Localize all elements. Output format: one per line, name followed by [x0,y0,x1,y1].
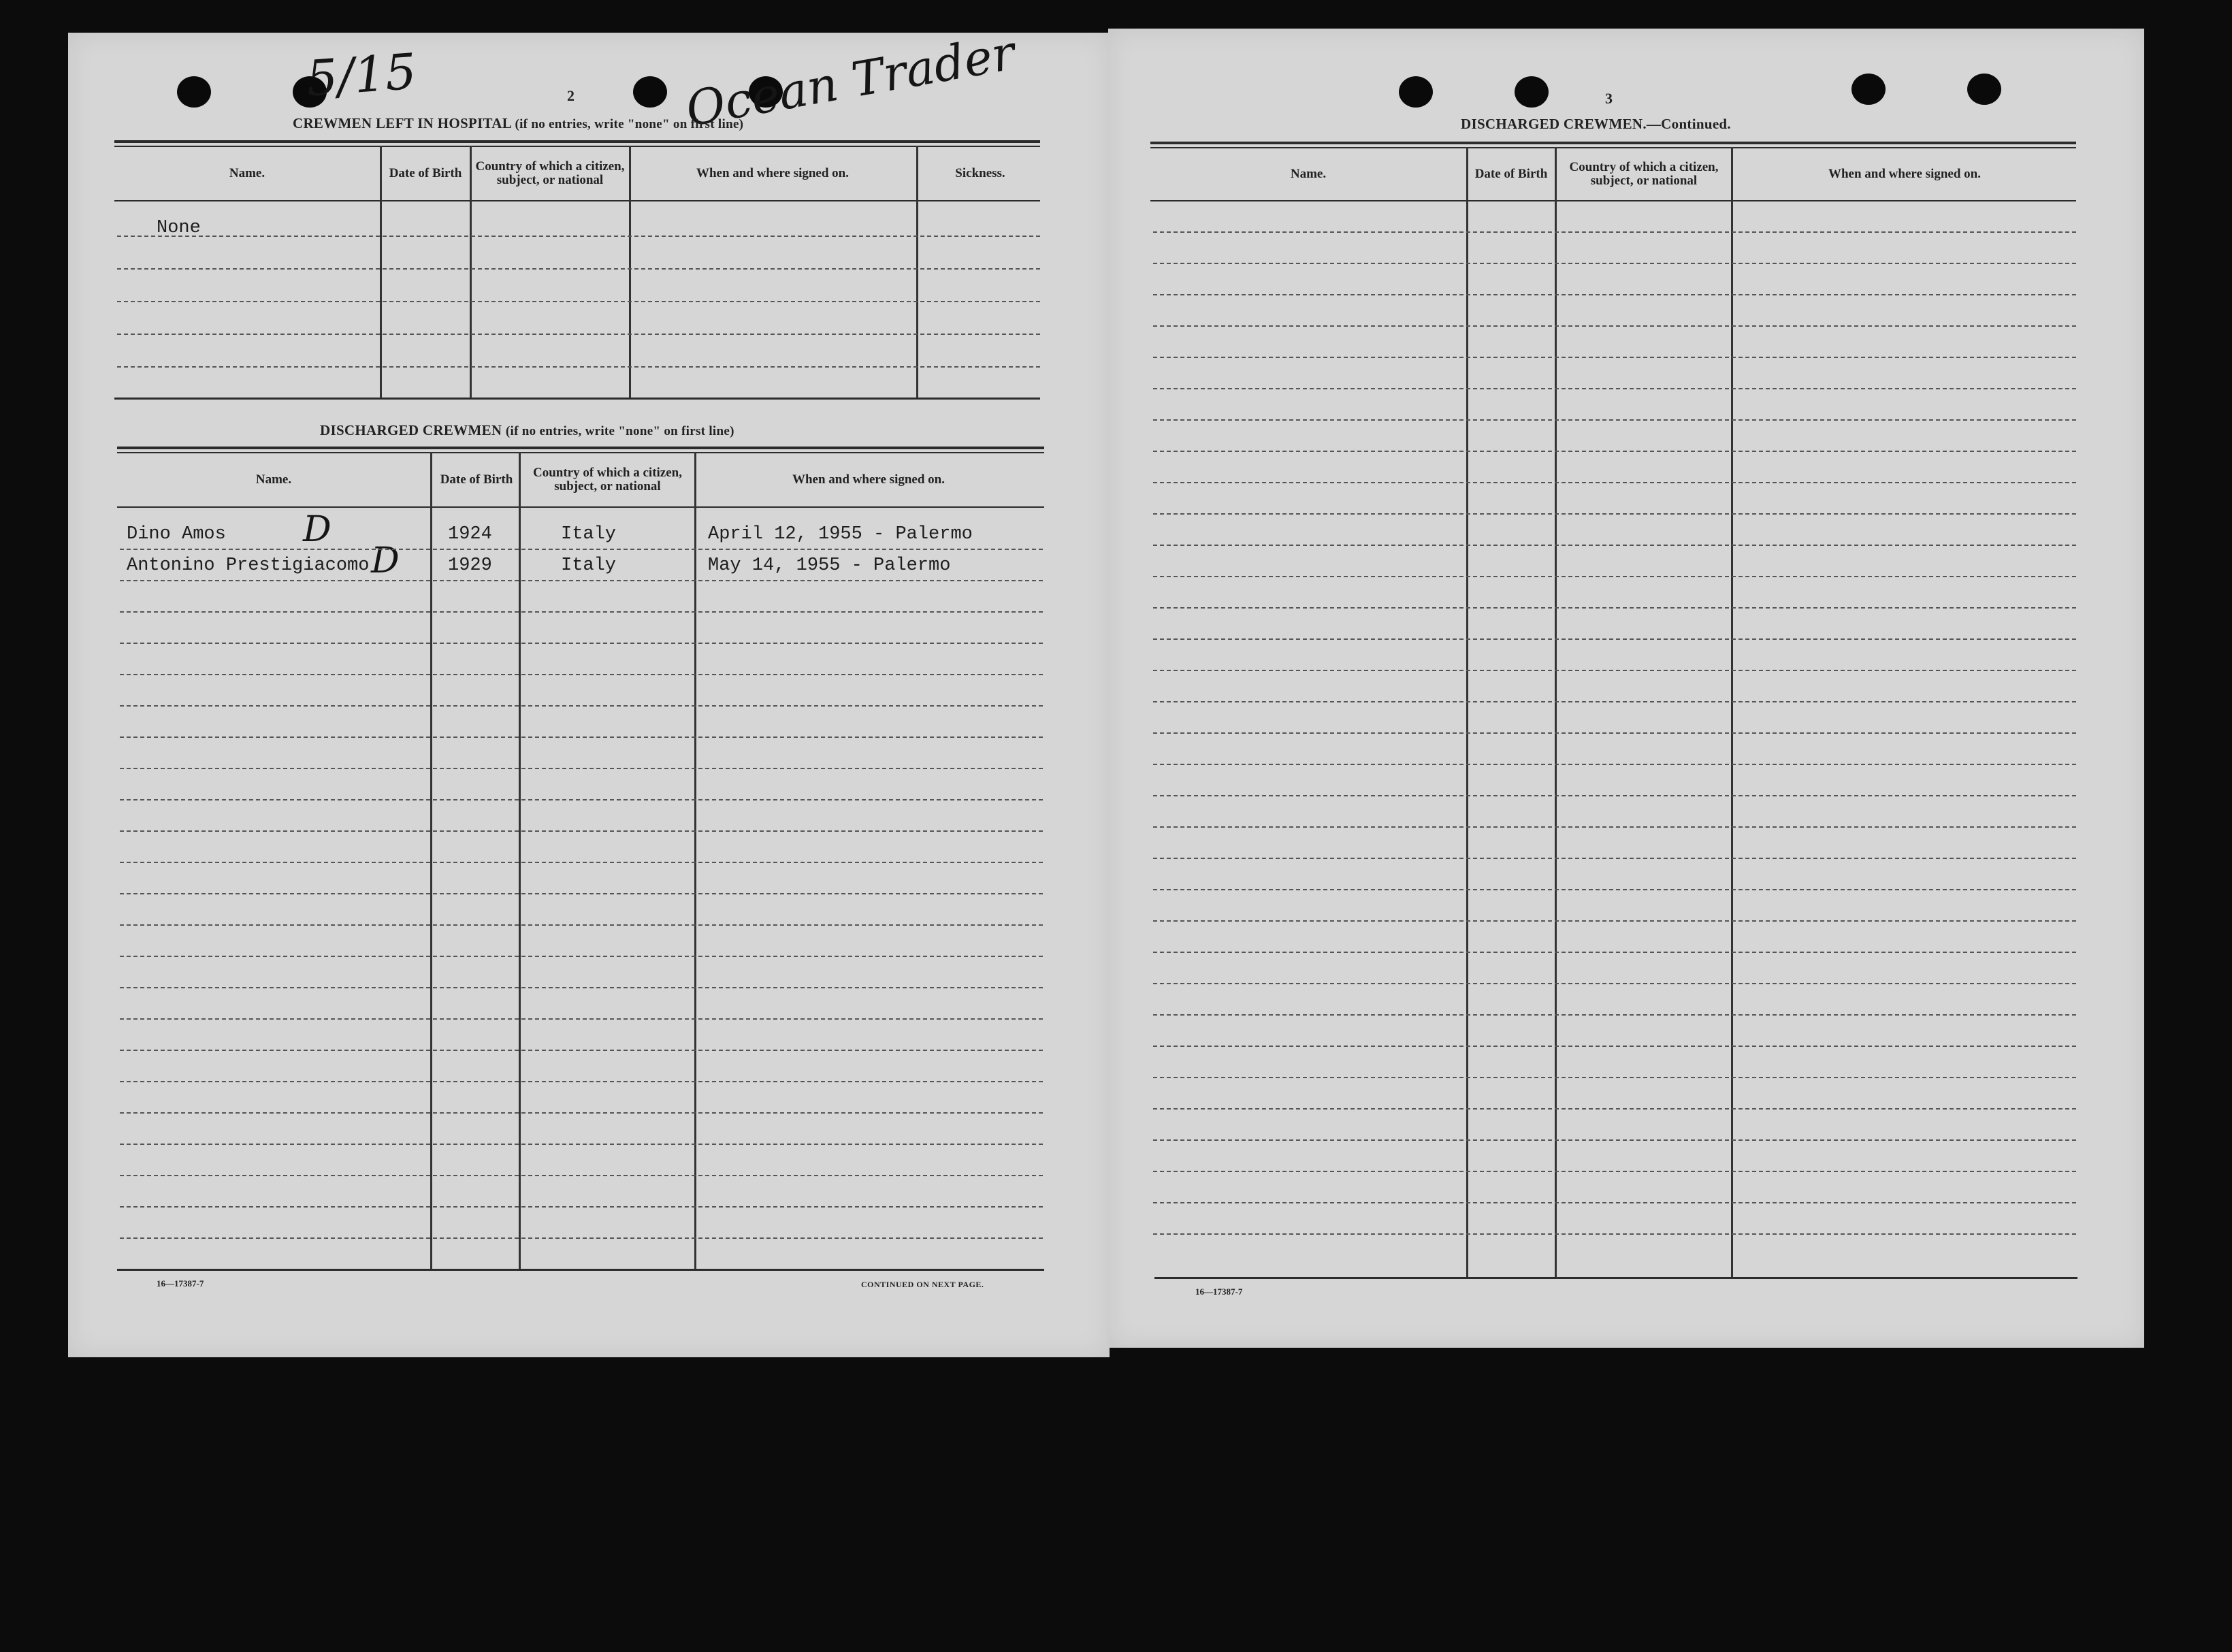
table-top-rule [1150,142,2076,144]
entry-line [120,1175,1043,1176]
entry-line [120,736,1043,738]
column-header-country: Country of which a citizen, subject, or national [1569,160,1719,188]
form-number: 16—17387-7 [157,1278,204,1289]
entry-line [1153,325,2076,327]
column-divider [1731,147,1733,1277]
punch-hole [633,76,667,108]
handwritten-initial: D [303,509,331,550]
handwritten-number: 5/15 [304,42,419,108]
page-number: 2 [567,87,575,104]
entry-line [1153,1077,2076,1078]
continued-note: CONTINUED ON NEXT PAGE. [861,1280,984,1289]
entry-line [120,862,1043,863]
punch-hole [1851,74,1886,105]
crewman-name: Antonino Prestigiacomo [127,555,370,576]
entry-line [120,956,1043,957]
table-top-rule [114,140,1040,143]
entry-line [1153,1171,2076,1172]
entry-line [1153,701,2076,702]
entry-line [1153,451,2076,452]
crewman-date-of-birth: 1924 [448,524,492,545]
crewman-signed-on: April 12, 1955 - Palermo [708,524,973,545]
crewman-name: Dino Amos [127,524,226,545]
entry-line [117,236,1040,237]
entry-line [120,1144,1043,1145]
entry-line [120,705,1043,707]
entry-line [1153,638,2076,640]
column-header-date-of-birth: Date of Birth [1474,167,1548,181]
entry-line [1153,1046,2076,1047]
punch-hole [1515,76,1549,108]
column-header-country: Country of which a citizen, subject, or national [475,159,625,187]
column-header-name: Name. [229,166,265,180]
entry-line [1153,1202,2076,1203]
entry-line [1153,920,2076,922]
hospital-row-name: None [157,218,201,238]
column-divider [694,452,696,1269]
entry-line [120,1237,1043,1239]
column-divider [1466,147,1468,1277]
entry-line [120,580,1043,581]
handwritten-ship-name: Ocean Trader [681,25,1020,137]
entry-line [1153,1139,2076,1141]
column-header-signed-on: When and where signed on. [792,472,945,487]
entry-line [1153,1014,2076,1016]
entry-line [120,1206,1043,1208]
entry-line [1153,263,2076,264]
entry-line [1153,482,2076,483]
column-header-date-of-birth: Date of Birth [389,166,462,180]
crewman-signed-on: May 14, 1955 - Palermo [708,555,951,576]
handwritten-initial: D [371,540,400,581]
column-divider [430,452,432,1269]
entry-line [1153,1233,2076,1235]
column-header-signed-on: When and where signed on. [696,166,849,180]
column-divider [1555,147,1557,1277]
entry-line [120,830,1043,832]
entry-line [120,1050,1043,1051]
column-divider [629,146,631,398]
entry-line [120,768,1043,769]
entry-line [120,893,1043,894]
table-bottom-rule [114,398,1040,400]
right-page [1108,29,2144,1348]
column-divider [380,146,382,398]
entry-line [120,674,1043,675]
column-divider [470,146,472,398]
discharged-title-text: DISCHARGED CREWMEN [320,422,502,438]
entry-line [120,643,1043,644]
entry-line [1153,670,2076,671]
entry-line [120,611,1043,613]
hospital-section-title [293,115,743,132]
crewman-date-of-birth: 1929 [448,555,492,576]
entry-line [1153,732,2076,734]
punch-hole [177,76,211,108]
entry-line [120,924,1043,926]
column-header-country: Country of which a citizen, subject, or national [532,466,682,493]
form-number: 16—17387-7 [1195,1286,1243,1297]
entry-line [120,1112,1043,1114]
entry-line [1153,231,2076,233]
column-header-signed-on: When and where signed on. [1828,167,1981,181]
entry-line [1153,826,2076,828]
entry-line [1153,764,2076,765]
hospital-title-note: (if no entries, write "none" on first line) [515,117,744,131]
entry-line [117,268,1040,270]
entry-line [1153,388,2076,389]
table-bottom-rule [117,1269,1044,1271]
column-header-name: Name. [1290,167,1327,181]
entry-line [1153,294,2076,295]
table-bottom-rule [1154,1277,2077,1279]
entry-line [120,799,1043,800]
entry-line [117,334,1040,335]
discharged-title-note: (if no entries, write "none" on first line) [505,424,734,438]
entry-line [120,549,1043,550]
discharged-section-title [320,422,734,439]
crewman-country: Italy [561,524,617,545]
entry-line [120,1081,1043,1082]
entry-line [1153,795,2076,796]
entry-line [1153,513,2076,515]
hospital-title-text: CREWMEN LEFT IN HOSPITAL [293,115,511,131]
entry-line [117,301,1040,302]
left-page [68,25,1110,1357]
entry-line [1153,576,2076,577]
header-bottom-rule [114,200,1040,201]
entry-line [1153,952,2076,953]
entry-line [1153,545,2076,546]
entry-line [1153,1108,2076,1110]
column-divider [916,146,918,398]
column-header-name: Name. [255,472,292,487]
entry-line [1153,357,2076,358]
entry-line [1153,858,2076,859]
header-bottom-rule [117,506,1044,508]
column-header-sickness: Sickness. [955,166,1005,180]
column-header-date-of-birth: Date of Birth [440,472,513,487]
entry-line [120,987,1043,988]
punch-hole [1967,74,2001,105]
entry-line [1153,889,2076,890]
entry-line [1153,419,2076,421]
page-number: 3 [1605,90,1613,107]
entry-line [120,1018,1043,1020]
entry-line [1153,607,2076,609]
column-divider [519,452,521,1269]
entry-line [1153,983,2076,984]
punch-hole [1399,76,1433,108]
header-bottom-rule [1150,200,2076,201]
crewman-country: Italy [561,555,617,576]
entry-line [117,366,1040,368]
table-top-rule [117,447,1044,449]
discharged-continued-title: DISCHARGED CREWMEN.—Continued. [1461,116,1731,132]
